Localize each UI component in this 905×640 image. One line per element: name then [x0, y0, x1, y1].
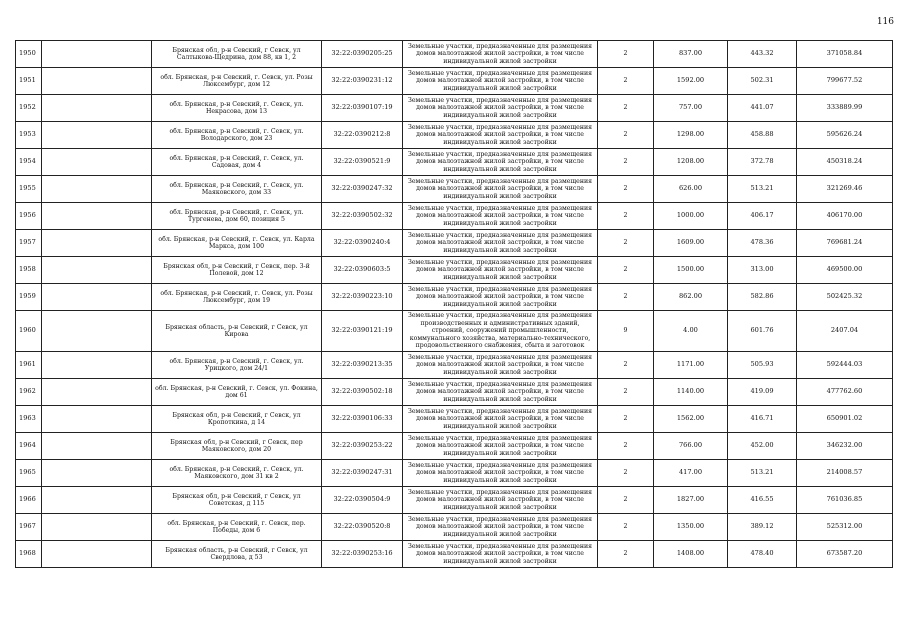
land-use-category-cell: Земельные участки, предназначенные для размещения домов малоэтажной жилой застройки, в том числе индивидуальной жилой застройки: [403, 149, 598, 176]
specific-value-cell: 389.12: [728, 514, 797, 541]
group-cell: 9: [598, 311, 654, 352]
table-row: [16, 122, 893, 149]
table-row: [16, 41, 893, 68]
cadastral-value-cell: 371058.84: [797, 41, 893, 68]
spacer-cell: [42, 433, 152, 460]
row-number: 1954: [16, 149, 42, 176]
land-use-category-cell: Земельные участки, предназначенные для размещения домов малоэтажной жилой застройки, в том числе индивидуальной жилой застройки: [403, 487, 598, 514]
cadastral-number-cell: 32:22:0390107:19: [322, 95, 403, 122]
land-use-category-cell: Земельные участки, предназначенные для размещения домов малоэтажной жилой застройки, в том числе индивидуальной жилой застройки: [403, 514, 598, 541]
group-cell: 2: [598, 406, 654, 433]
cadastral-number-cell: 32:22:0390247:31: [322, 460, 403, 487]
spacer-cell: [42, 230, 152, 257]
row-number: 1952: [16, 95, 42, 122]
group-cell: 2: [598, 230, 654, 257]
specific-value-cell: 313.00: [728, 257, 797, 284]
cadastral-number-cell: 32:22:0390521:9: [322, 149, 403, 176]
address-cell: обл. Брянская, р-н Севский, г. Севск, ул. Фокина, дом 61: [152, 379, 322, 406]
spacer-cell: [42, 257, 152, 284]
cadastral-number-cell: 32:22:0390212:8: [322, 122, 403, 149]
area-cell: 757.00: [654, 95, 728, 122]
address-cell: Брянская обл, р-н Севский, г Севск, пер. 3-й Полевой, дом 12: [152, 257, 322, 284]
row-number: 1963: [16, 406, 42, 433]
area-cell: 1592.00: [654, 68, 728, 95]
table-row: [16, 433, 893, 460]
address-cell: обл. Брянская, р-н Севский, г. Севск, ул. Тургенева, дом 60, позиция 5: [152, 203, 322, 230]
table-row: [16, 460, 893, 487]
address-cell: Брянская обл, р-н Севский, г Севск, ул Советская, д 115: [152, 487, 322, 514]
row-number: 1956: [16, 203, 42, 230]
land-use-category-cell: Земельные участки, предназначенные для размещения домов малоэтажной жилой застройки, в том числе индивидуальной жилой застройки: [403, 352, 598, 379]
specific-value-cell: 419.09: [728, 379, 797, 406]
spacer-cell: [42, 514, 152, 541]
table-row: [16, 406, 893, 433]
specific-value-cell: 478.36: [728, 230, 797, 257]
area-cell: 837.00: [654, 41, 728, 68]
address-cell: обл. Брянская, р-н Севский, г. Севск, ул. Розы Люксембург, дом 19: [152, 284, 322, 311]
area-cell: 1408.00: [654, 541, 728, 568]
group-cell: 2: [598, 514, 654, 541]
cadastral-value-cell: 592444.03: [797, 352, 893, 379]
area-cell: 1140.00: [654, 379, 728, 406]
row-number: 1958: [16, 257, 42, 284]
spacer-cell: [42, 460, 152, 487]
row-number: 1968: [16, 541, 42, 568]
spacer-cell: [42, 379, 152, 406]
cadastral-value-cell: 333889.99: [797, 95, 893, 122]
cadastral-value-cell: 346232.00: [797, 433, 893, 460]
cadastral-number-cell: 32:22:0390253:22: [322, 433, 403, 460]
row-number: 1964: [16, 433, 42, 460]
cadastral-value-cell: 2407.04: [797, 311, 893, 352]
address-cell: Брянская область, р-н Севский, г Севск, ул Свердлова, д 53: [152, 541, 322, 568]
group-cell: 2: [598, 203, 654, 230]
address-cell: обл. Брянская, р-н Севский, г. Севск, ул. Садовая, дом 4: [152, 149, 322, 176]
specific-value-cell: 478.40: [728, 541, 797, 568]
cadastral-value-cell: 761036.85: [797, 487, 893, 514]
area-cell: 1562.00: [654, 406, 728, 433]
specific-value-cell: 513.21: [728, 460, 797, 487]
area-cell: 1208.00: [654, 149, 728, 176]
address-cell: Брянская обл, р-н Севский, г Севск, пер Маяковского, дом 20: [152, 433, 322, 460]
table-row: [16, 68, 893, 95]
spacer-cell: [42, 311, 152, 352]
specific-value-cell: 416.71: [728, 406, 797, 433]
spacer-cell: [42, 95, 152, 122]
cadastral-value-cell: 214008.57: [797, 460, 893, 487]
area-cell: 1350.00: [654, 514, 728, 541]
address-cell: обл. Брянская, р-н Севский, г. Севск, ул. Маяковского, дом 33: [152, 176, 322, 203]
cadastral-value-cell: 321269.46: [797, 176, 893, 203]
group-cell: 2: [598, 379, 654, 406]
group-cell: 2: [598, 122, 654, 149]
cadastral-value-cell: 799677.52: [797, 68, 893, 95]
land-use-category-cell: Земельные участки, предназначенные для размещения домов малоэтажной жилой застройки, в том числе индивидуальной жилой застройки: [403, 68, 598, 95]
group-cell: 2: [598, 149, 654, 176]
specific-value-cell: 513.21: [728, 176, 797, 203]
specific-value-cell: 452.00: [728, 433, 797, 460]
specific-value-cell: 502.31: [728, 68, 797, 95]
land-use-category-cell: Земельные участки, предназначенные для размещения домов малоэтажной жилой застройки, в том числе индивидуальной жилой застройки: [403, 122, 598, 149]
address-cell: обл. Брянская, р-н Севский, г. Севск, пер. Победы, дом 6: [152, 514, 322, 541]
group-cell: 2: [598, 433, 654, 460]
area-cell: 626.00: [654, 176, 728, 203]
cadastral-value-cell: 502425.32: [797, 284, 893, 311]
cadastral-value-cell: 650901.02: [797, 406, 893, 433]
group-cell: 2: [598, 95, 654, 122]
land-use-category-cell: Земельные участки, предназначенные для размещения домов малоэтажной жилой застройки, в том числе индивидуальной жилой застройки: [403, 257, 598, 284]
cadastral-number-cell: 32:22:0390253:16: [322, 541, 403, 568]
area-cell: 1827.00: [654, 487, 728, 514]
land-use-category-cell: Земельные участки, предназначенные для размещения домов малоэтажной жилой застройки, в том числе индивидуальной жилой застройки: [403, 95, 598, 122]
cadastral-number-cell: 32:22:0390205:25: [322, 41, 403, 68]
specific-value-cell: 416.55: [728, 487, 797, 514]
land-use-category-cell: Земельные участки, предназначенные для размещения домов малоэтажной жилой застройки, в том числе индивидуальной жилой застройки: [403, 176, 598, 203]
specific-value-cell: 372.78: [728, 149, 797, 176]
cadastral-value-cell: 450318.24: [797, 149, 893, 176]
area-cell: 1000.00: [654, 203, 728, 230]
area-cell: 1500.00: [654, 257, 728, 284]
cadastral-number-cell: 32:22:0390223:10: [322, 284, 403, 311]
row-number: 1967: [16, 514, 42, 541]
row-number: 1959: [16, 284, 42, 311]
table-row: [16, 284, 893, 311]
cadastral-number-cell: 32:22:0390502:32: [322, 203, 403, 230]
spacer-cell: [42, 203, 152, 230]
cadastral-number-cell: 32:22:0390121:19: [322, 311, 403, 352]
cadastral-value-cell: 469500.00: [797, 257, 893, 284]
land-use-category-cell: Земельные участки, предназначенные для размещения домов малоэтажной жилой застройки, в том числе индивидуальной жилой застройки: [403, 433, 598, 460]
cadastral-value-cell: 477762.60: [797, 379, 893, 406]
row-number: 1965: [16, 460, 42, 487]
land-use-category-cell: Земельные участки, предназначенные для размещения домов малоэтажной жилой застройки, в том числе индивидуальной жилой застройки: [403, 41, 598, 68]
table-row: [16, 311, 893, 352]
area-cell: 766.00: [654, 433, 728, 460]
table-row: [16, 95, 893, 122]
specific-value-cell: 505.93: [728, 352, 797, 379]
specific-value-cell: 601.76: [728, 311, 797, 352]
spacer-cell: [42, 176, 152, 203]
cadastral-value-table: [15, 40, 893, 568]
area-cell: 4.00: [654, 311, 728, 352]
row-number: 1957: [16, 230, 42, 257]
cadastral-number-cell: 32:22:0390213:35: [322, 352, 403, 379]
cadastral-value-cell: 595626.24: [797, 122, 893, 149]
table-row: [16, 203, 893, 230]
spacer-cell: [42, 122, 152, 149]
row-number: 1960: [16, 311, 42, 352]
land-use-category-cell: Земельные участки, предназначенные для размещения домов малоэтажной жилой застройки, в том числе индивидуальной жилой застройки: [403, 284, 598, 311]
group-cell: 2: [598, 176, 654, 203]
area-cell: 417.00: [654, 460, 728, 487]
address-cell: обл. Брянская, р-н Севский, г. Севск, ул. Урицкого, дом 24/1: [152, 352, 322, 379]
group-cell: 2: [598, 41, 654, 68]
area-cell: 1298.00: [654, 122, 728, 149]
spacer-cell: [42, 284, 152, 311]
cadastral-number-cell: 32:22:0390603:5: [322, 257, 403, 284]
address-cell: обл. Брянская, р-н Севский, г. Севск, ул. Маяковского, дом 31 кв 2: [152, 460, 322, 487]
land-use-category-cell: Земельные участки, предназначенные для размещения домов малоэтажной жилой застройки, в том числе индивидуальной жилой застройки: [403, 541, 598, 568]
cadastral-number-cell: 32:22:0390504:9: [322, 487, 403, 514]
row-number: 1962: [16, 379, 42, 406]
group-cell: 2: [598, 460, 654, 487]
table-row: [16, 230, 893, 257]
land-use-category-cell: Земельные участки, предназначенные для размещения домов малоэтажной жилой застройки, в том числе индивидуальной жилой застройки: [403, 406, 598, 433]
land-use-category-cell: Земельные участки, предназначенные для размещения домов малоэтажной жилой застройки, в том числе индивидуальной жилой застройки: [403, 460, 598, 487]
spacer-cell: [42, 68, 152, 95]
cadastral-number-cell: 32:22:0390240:4: [322, 230, 403, 257]
cadastral-value-cell: 406170.00: [797, 203, 893, 230]
group-cell: 2: [598, 257, 654, 284]
cadastral-value-cell: 525312.00: [797, 514, 893, 541]
cadastral-value-cell: 673587.20: [797, 541, 893, 568]
row-number: 1951: [16, 68, 42, 95]
address-cell: Брянская обл, р-н Севский, г Севск, ул Салтыкова-Щедрина, дом 88, кв 1, 2: [152, 41, 322, 68]
address-cell: обл. Брянская, р-н Севский, г. Севск, ул. Некрасова, дом 13: [152, 95, 322, 122]
address-cell: обл. Брянская, р-н Севский, г. Севск, ул. Карла Маркса, дом 100: [152, 230, 322, 257]
group-cell: 2: [598, 487, 654, 514]
row-number: 1966: [16, 487, 42, 514]
table-row: [16, 379, 893, 406]
land-use-category-cell: Земельные участки, предназначенные для размещения домов малоэтажной жилой застройки, в том числе индивидуальной жилой застройки: [403, 379, 598, 406]
table-row: [16, 352, 893, 379]
specific-value-cell: 443.32: [728, 41, 797, 68]
spacer-cell: [42, 406, 152, 433]
address-cell: Брянская область, р-н Севский, г Севск, ул Кирова: [152, 311, 322, 352]
area-cell: 1171.00: [654, 352, 728, 379]
spacer-cell: [42, 487, 152, 514]
address-cell: Брянская обл, р-н Севский, г Севск, ул Кропоткина, д 14: [152, 406, 322, 433]
spacer-cell: [42, 541, 152, 568]
specific-value-cell: 458.88: [728, 122, 797, 149]
area-cell: 1609.00: [654, 230, 728, 257]
spacer-cell: [42, 149, 152, 176]
group-cell: 2: [598, 352, 654, 379]
table-row: [16, 257, 893, 284]
page-number: 116: [876, 17, 894, 27]
row-number: 1950: [16, 41, 42, 68]
cadastral-number-cell: 32:22:0390502:18: [322, 379, 403, 406]
spacer-cell: [42, 352, 152, 379]
spacer-cell: [42, 41, 152, 68]
table-row: [16, 487, 893, 514]
group-cell: 2: [598, 541, 654, 568]
table-body: [16, 41, 893, 568]
land-use-category-cell: Земельные участки, предназначенные для размещения домов малоэтажной жилой застройки, в том числе индивидуальной жилой застройки: [403, 230, 598, 257]
land-use-category-cell: Земельные участки, предназначенные для размещения производственных и административных зданий, строений, сооружений промышленности, коммунального хозяйства, материально-технического, продовольственного снабжения, сбыта и заготовок: [403, 311, 598, 352]
table-row: [16, 541, 893, 568]
specific-value-cell: 582.86: [728, 284, 797, 311]
address-cell: обл. Брянская, р-н Севский, г. Севск, ул. Розы Люксембург, дом 12: [152, 68, 322, 95]
cadastral-number-cell: 32:22:0390231:12: [322, 68, 403, 95]
specific-value-cell: 406.17: [728, 203, 797, 230]
group-cell: 2: [598, 284, 654, 311]
cadastral-value-cell: 769681.24: [797, 230, 893, 257]
row-number: 1953: [16, 122, 42, 149]
specific-value-cell: 441.07: [728, 95, 797, 122]
land-use-category-cell: Земельные участки, предназначенные для размещения домов малоэтажной жилой застройки, в том числе индивидуальной жилой застройки: [403, 203, 598, 230]
group-cell: 2: [598, 68, 654, 95]
table-row: [16, 514, 893, 541]
cadastral-number-cell: 32:22:0390106:33: [322, 406, 403, 433]
table-row: [16, 149, 893, 176]
area-cell: 862.00: [654, 284, 728, 311]
row-number: 1955: [16, 176, 42, 203]
row-number: 1961: [16, 352, 42, 379]
address-cell: обл. Брянская, р-н Севский, г. Севск, ул. Володарского, дом 23: [152, 122, 322, 149]
table-row: [16, 176, 893, 203]
cadastral-number-cell: 32:22:0390520:8: [322, 514, 403, 541]
cadastral-number-cell: 32:22:0390247:32: [322, 176, 403, 203]
